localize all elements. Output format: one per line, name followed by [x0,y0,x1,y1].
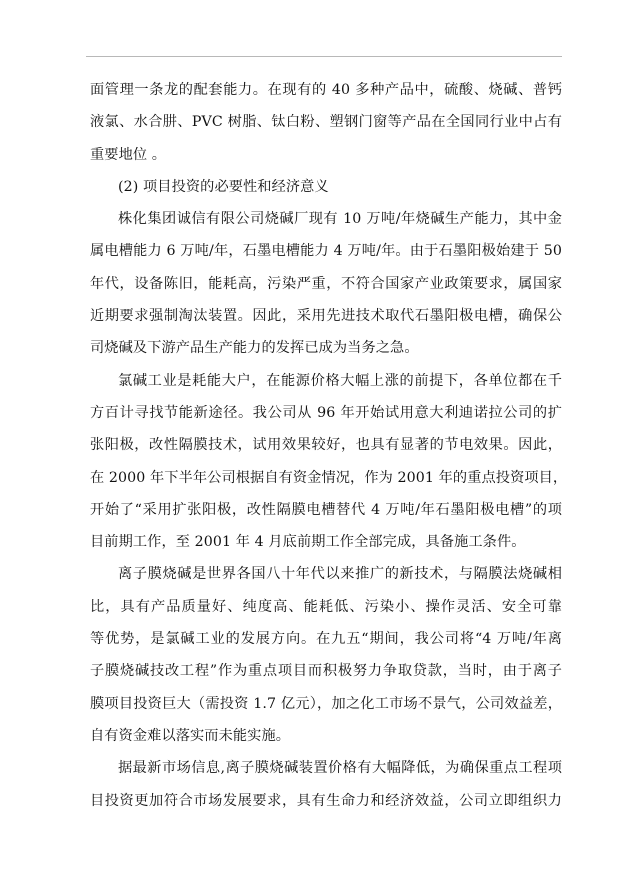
text-line: 目前期工作，至 2001 年 4 月底前期工作全部完成，具备施工条件。 [90,534,526,551]
text-line: 近期要求强制淘汰装置。因此，采用先进技术取代石墨阳极电槽，确保公 [90,308,562,325]
text-line: 株化集团诚信有限公司烧碱厂现有 10 万吨/年烧碱生产能力，其中金 [118,211,562,228]
text-line: 张阳极，改性隔膜技术，试用效果较好，也具有显著的节电效果。因此， [90,437,562,454]
text-line: 离子膜烧碱是世界各国八十年代以来推广的新技术，与隔膜法烧碱相 [118,566,562,583]
text-line: 开始了“采用扩张阳极，改性隔膜电槽替代 4 万吨/年石墨阳极电槽”的项 [90,501,562,518]
text-line: 据最新市场信息,离子膜烧碱装置价格有大幅降低，为确保重点工程项 [118,760,562,777]
text-line: 氯碱工业是耗能大户，在能源价格大幅上涨的前提下，各单位都在千 [118,372,562,389]
text-line: 自有资金难以落实而未能实施。 [90,727,291,744]
text-line: 属电槽能力 6 万吨/年，石墨电槽能力 4 万吨/年。由于石墨阳极始建于 50 [90,243,562,260]
text-line: 目投资更加符合市场发展要求，具有生命力和经济效益，公司立即组织力 [90,792,562,809]
text-line: 重要地位 。 [90,146,167,163]
text-line: 面管理一条龙的配套能力。在现有的 40 多种产品中，硫酸、烧碱、普钙 [90,82,562,98]
text-line: 司烧碱及下游产品生产能力的发挥已成为当务之急。 [90,340,419,357]
text-line: 方百计寻找节能新途径。我公司从 96 年开始试用意大利迪诺拉公司的扩 [90,404,562,421]
document-body [90,74,568,817]
header-divider [86,56,562,57]
text-line: 液氯、水合肼、PVC 树脂、钛白粉、塑钢门窗等产品在全国同行业中占有 [90,114,562,131]
text-line: 在 2000 年下半年公司根据自有资金情况，作为 2001 年的重点投资项目， [90,469,568,486]
section-heading: (2) 项目投资的必要性和经济意义 [118,178,329,195]
text-line: 子膜烧碱技改工程”作为重点项目而积极努力争取贷款，当时，由于离子 [90,663,562,680]
text-line: 年代，设备陈旧，能耗高，污染严重，不符合国家产业政策要求，属国家 [90,275,562,292]
text-line: 比，具有产品质量好、纯度高、能耗低、污染小、操作灵活、安全可靠 [90,598,562,615]
text-line: 等优势，是氯碱工业的发展方向。在九五“期间，我公司将“4 万吨/年离 [90,631,562,648]
text-line: 膜项目投资巨大（需投资 1.7 亿元），加之化工市场不景气，公司效益差， [90,695,562,712]
